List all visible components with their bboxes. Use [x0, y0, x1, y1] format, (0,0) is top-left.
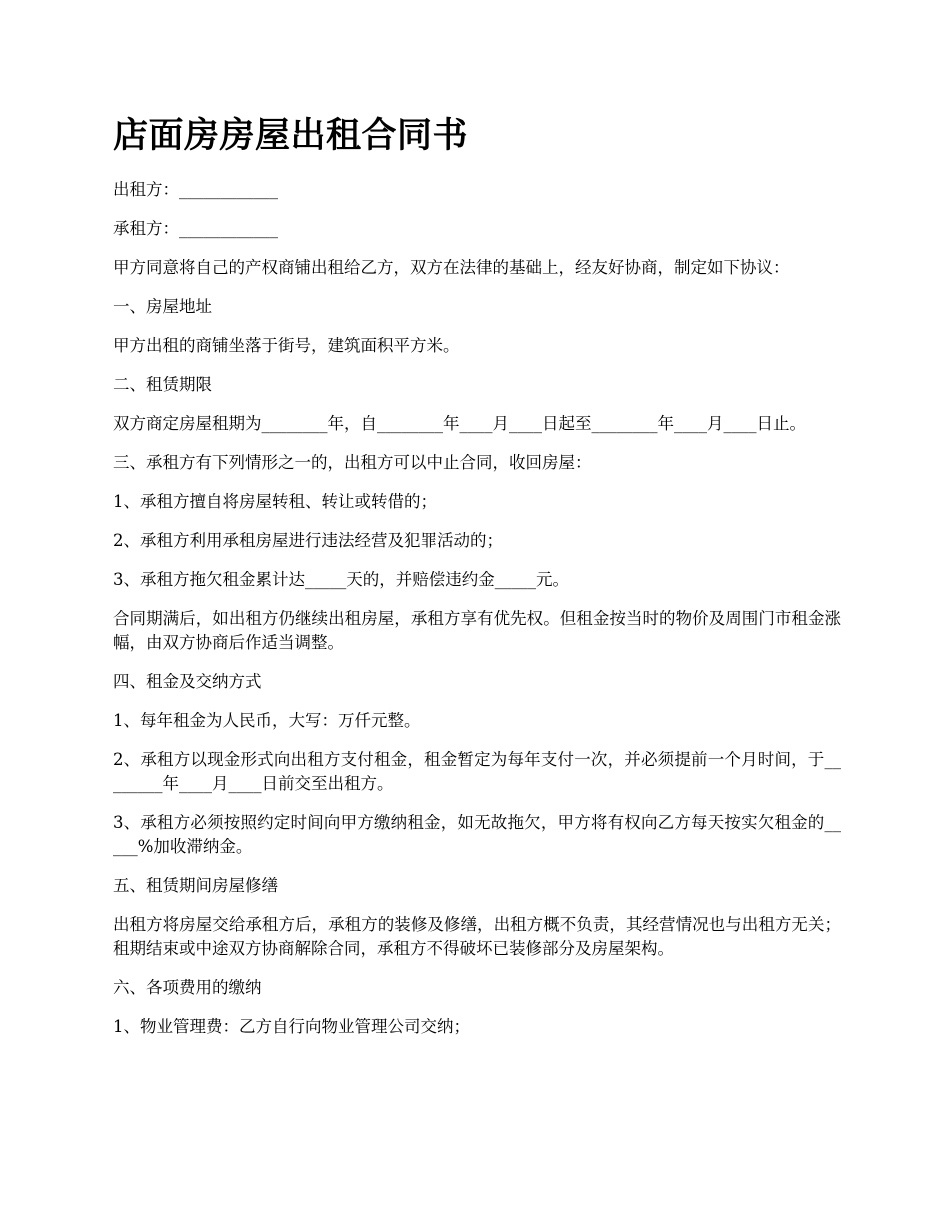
termination-item-1: 1、承租方擅自将房屋转租、转让或转借的； [113, 492, 437, 511]
rent-item-2: 2、承租方以现金形式向出租方支付租金，租金暂定为每年支付一次，并必须提前一个月时间，于________年____月____日前交至出租方。 [113, 750, 841, 793]
repair-paragraph: 出租方将房屋交给承租方后，承租方的装修及修缮，出租方概不负责，其经营情况也与出租方无关；租期结束或中途双方协商解除合同，承租方不得破坏已装修部分及房屋架构。 [113, 915, 841, 958]
address-paragraph: 甲方出租的商铺坐落于街号，建筑面积平方米。 [113, 336, 460, 355]
section-heading-address: 一、房屋地址 [113, 297, 212, 316]
section-heading-repair: 五、租赁期间房屋修缮 [113, 876, 278, 895]
lessee-line: 承租方：____________ [113, 219, 278, 238]
preamble-paragraph: 甲方同意将自己的产权商铺出租给乙方，双方在法律的基础上，经友好协商，制定如下协议： [113, 258, 790, 277]
term-paragraph: 双方商定房屋租期为________年，自________年____月____日起至________年____月____日止。 [113, 414, 806, 433]
renewal-paragraph: 合同期满后，如出租方仍继续出租房屋，承租方享有优先权。但租金按当时的物价及周围门市租金涨幅，由双方协商后作适当调整。 [113, 609, 841, 652]
document-page [113, 110, 841, 1054]
termination-item-3: 3、承租方拖欠租金累计达_____天的，并赔偿违约金_____元。 [113, 570, 569, 589]
fees-item-1: 1、物业管理费：乙方自行向物业管理公司交纳； [113, 1017, 470, 1036]
section-heading-termination: 三、承租方有下列情形之一的，出租方可以中止合同，收回房屋： [113, 453, 592, 472]
rent-item-3: 3、承租方必须按照约定时间向甲方缴纳租金，如无故拖欠，甲方将有权向乙方每天按实欠租金的_____%加收滞纳金。 [113, 813, 841, 856]
lessor-line: 出租方：____________ [113, 180, 278, 199]
termination-item-2: 2、承租方利用承租房屋进行违法经营及犯罪活动的； [113, 531, 503, 550]
section-heading-fees: 六、各项费用的缴纳 [113, 978, 262, 997]
document-title: 店面房房屋出租合同书 [113, 115, 469, 156]
rent-item-1: 1、每年租金为人民币，大写：万仟元整。 [113, 711, 421, 730]
section-heading-rent: 四、租金及交纳方式 [113, 672, 262, 691]
section-heading-term: 二、租赁期限 [113, 375, 212, 394]
